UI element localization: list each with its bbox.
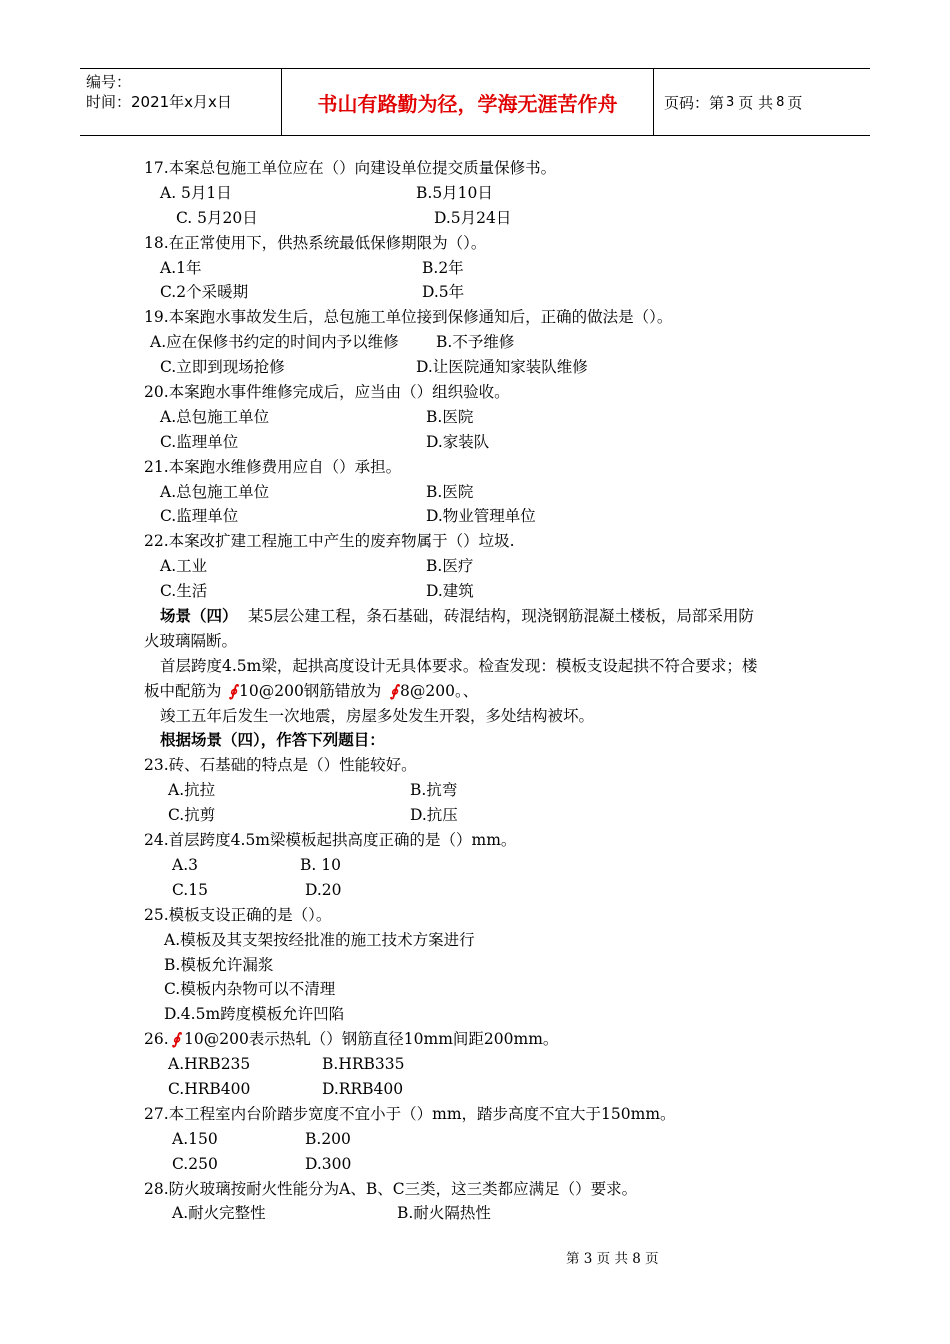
text-segment: 火玻璃隔断。 (144, 631, 238, 650)
text-segment: B. 10 (300, 855, 341, 874)
text-segment: 10@200钢筋错放为 (239, 681, 382, 700)
footer-page-text: 第 3 页 共 8 页 (566, 1251, 659, 1267)
text-line (0, 1152, 950, 1177)
text-line (0, 828, 950, 853)
text-line (0, 480, 950, 505)
doc-date: 时间：2021年x月x日 (86, 93, 232, 111)
text-segment: D.抗压 (410, 806, 458, 825)
text-line (0, 405, 950, 430)
text-line (0, 579, 950, 604)
text-segment: C.监理单位 (160, 432, 239, 451)
text-segment: D.家装队 (426, 432, 490, 451)
text-line (0, 529, 950, 554)
text-line (0, 206, 950, 231)
text-line (0, 380, 950, 405)
text-segment: 19.本案跑水事故发生后，总包施工单位接到保修通知后，正确的做法是（）。 (144, 308, 673, 327)
text-segment: C.2个采暖期 (160, 283, 249, 302)
text-line (0, 853, 950, 878)
text-segment: B.2年 (422, 258, 464, 277)
text-segment: C.生活 (160, 582, 208, 601)
text-segment: C.抗剪 (168, 806, 216, 825)
text-segment: 22.本案改扩建工程施工中产生的废弃物属于（）垃圾. (144, 532, 515, 551)
text-segment: B.医院 (426, 482, 474, 501)
text-segment: C.立即到现场抢修 (160, 358, 285, 377)
text-line (0, 231, 950, 256)
text-segment: C.监理单位 (160, 507, 239, 526)
text-segment: A. 5月1日 (160, 183, 232, 202)
text-line (0, 1077, 950, 1102)
text-line (0, 1102, 950, 1127)
text-segment: A.3 (172, 855, 198, 874)
page-mid: 页 共 (738, 93, 774, 112)
page-header (80, 68, 870, 136)
text-segment: D.5年 (422, 283, 465, 302)
page-total: 8 (776, 94, 785, 110)
rebar-symbol: ∮ (390, 680, 399, 700)
text-segment: D.建筑 (426, 582, 474, 601)
text-line (0, 280, 950, 305)
text-line (0, 878, 950, 903)
text-segment: C. 5月20日 (176, 208, 258, 227)
text-segment: B.200 (305, 1129, 351, 1148)
text-segment: A.总包施工单位 (160, 407, 270, 426)
text-segment: B.医疗 (426, 557, 474, 576)
text-segment: 21.本案跑水维修费用应自（）承担。 (144, 457, 402, 476)
text-line (0, 554, 950, 579)
text-segment: B.5月10日 (416, 183, 493, 202)
text-segment: 竣工五年后发生一次地震，房屋多处发生开裂，多处结构被坏。 (160, 706, 595, 725)
text-line (0, 903, 950, 928)
text-line (0, 679, 950, 704)
text-line (0, 728, 950, 753)
text-segment: B.HRB335 (322, 1055, 405, 1074)
text-segment: A.耐火完整性 (172, 1204, 266, 1223)
text-segment: A.模板及其支架按经批准的施工技术方案进行 (164, 930, 475, 949)
header-page-number (654, 69, 870, 135)
text-segment: A.总包施工单位 (160, 482, 270, 501)
text-segment: A.应在保修书约定的时间内予以维修 (150, 333, 399, 352)
text-line (0, 928, 950, 953)
text-segment: B.抗弯 (410, 781, 458, 800)
doc-number-label: 编号： (86, 73, 132, 91)
text-line (0, 604, 950, 629)
page-current: 3 (726, 94, 735, 110)
header-meta (80, 69, 282, 135)
text-line (0, 256, 950, 281)
page-prefix: 页码：第 (664, 93, 725, 112)
text-line (0, 753, 950, 778)
text-line (0, 953, 950, 978)
text-line (0, 803, 950, 828)
text-segment: B.耐火隔热性 (397, 1204, 491, 1223)
text-segment: B.不予维修 (436, 333, 515, 352)
text-line (0, 654, 950, 679)
text-segment: 板中配筋为 (144, 681, 222, 700)
text-segment: 23.砖、石基础的特点是（）性能较好。 (144, 756, 417, 775)
text-segment: A.工业 (160, 557, 208, 576)
text-segment: C.HRB400 (168, 1079, 251, 1098)
text-segment: 某5层公建工程，条石基础，砖混结构，现浇钢筋混凝土楼板，局部采用防 (248, 607, 754, 626)
text-segment: 25.模板支设正确的是（）。 (144, 905, 332, 924)
text-segment: C.250 (172, 1154, 218, 1173)
rebar-symbol: ∮ (172, 1029, 181, 1049)
question-body (0, 156, 950, 1226)
text-segment: 28.防火玻璃按耐火性能分为A、B、C三类，这三类都应满足（）要求。 (144, 1179, 638, 1198)
text-segment: 20.本案跑水事件维修完成后，应当由（）组织验收。 (144, 383, 510, 402)
text-segment: 首层跨度4.5m梁，起拱高度设计无具体要求。检查发现：模板支设起拱不符合要求；楼 (160, 656, 758, 675)
text-segment: 8@200。、 (400, 681, 479, 700)
text-segment: C.15 (172, 880, 208, 899)
page-suffix: 页 (787, 93, 803, 112)
text-segment: 24.首层跨度4.5m梁模板起拱高度正确的是（）mm。 (144, 831, 517, 850)
text-segment: B.模板允许漏浆 (164, 955, 274, 974)
text-segment: A.150 (172, 1129, 218, 1148)
text-line (0, 355, 950, 380)
text-line (0, 430, 950, 455)
text-segment: A.1年 (160, 258, 202, 277)
text-segment: D.20 (305, 880, 342, 899)
text-line (0, 181, 950, 206)
rebar-symbol: ∮ (229, 680, 238, 700)
text-segment: 场景（四） (160, 606, 238, 626)
text-segment: B.医院 (426, 407, 474, 426)
text-segment: 18.在正常使用下，供热系统最低保修期限为（）。 (144, 233, 487, 252)
text-line (0, 504, 950, 529)
text-segment: D.让医院通知家装队维修 (416, 358, 588, 377)
text-segment: D.物业管理单位 (426, 507, 536, 526)
text-segment: 10@200表示热轧（）钢筋直径10mm间距200mm。 (184, 1030, 559, 1049)
text-line (0, 1177, 950, 1202)
text-segment: C.模板内杂物可以不清理 (164, 980, 336, 999)
text-segment: 根据场景（四），作答下列题目： (160, 730, 385, 750)
text-line (0, 629, 950, 654)
text-line (0, 330, 950, 355)
text-segment: A.HRB235 (168, 1055, 251, 1074)
text-line (0, 1127, 950, 1152)
text-line (0, 704, 950, 729)
text-segment: 17.本案总包施工单位应在（）向建设单位提交质量保修书。 (144, 159, 557, 177)
text-segment: D.RRB400 (322, 1079, 404, 1098)
text-line (0, 1201, 950, 1226)
text-segment: 26. (144, 1030, 169, 1049)
header-motto: 书山有路勤为径，学海无涯苦作舟 (282, 69, 654, 135)
text-line (0, 778, 950, 803)
text-line (0, 1002, 950, 1027)
text-line (0, 305, 950, 330)
text-segment: 27.本工程室内台阶踏步宽度不宜小于（）mm，踏步高度不宜大于150mm。 (144, 1104, 676, 1123)
text-line (0, 977, 950, 1002)
text-segment: D.300 (305, 1154, 352, 1173)
text-segment: D.5月24日 (434, 208, 512, 227)
text-line (0, 1027, 950, 1052)
text-line (0, 455, 950, 480)
text-segment: A.抗拉 (168, 781, 216, 800)
text-segment: D.4.5m跨度模板允许凹陷 (164, 1005, 345, 1024)
text-line (0, 1052, 950, 1077)
text-line (0, 156, 950, 181)
